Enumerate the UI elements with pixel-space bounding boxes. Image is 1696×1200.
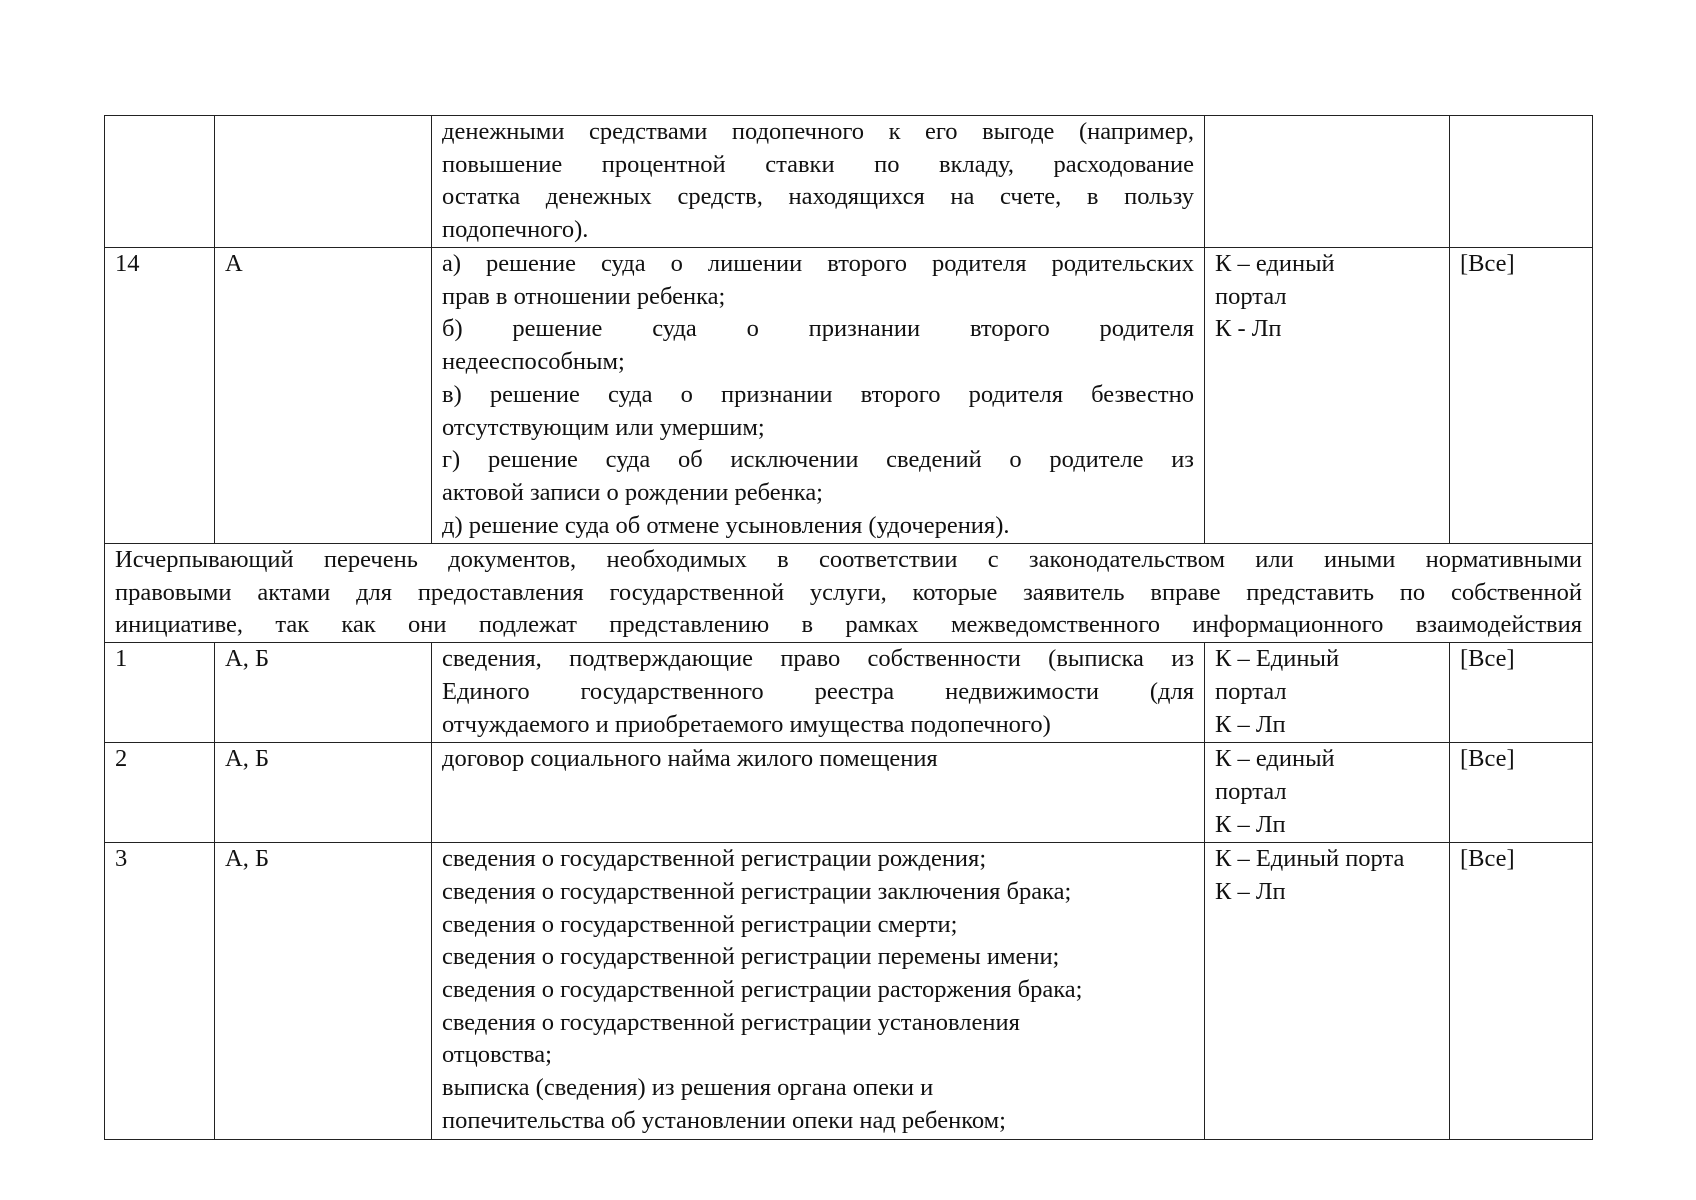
text-line: актовой записи о рождении ребенка; [442, 478, 823, 506]
cell-number: 1 [105, 643, 215, 743]
section-header [105, 544, 1593, 643]
text-line: инициативе, так как они подлежат представлению в рамках межведомственного информационного взаимодействия [115, 611, 1582, 639]
text-line: портал [1215, 677, 1287, 705]
text-line: К – Единый порта [1215, 845, 1405, 873]
cell-category: А [215, 248, 432, 544]
text-line: договор социального найма жилого помещения [442, 745, 938, 773]
text-line: отцовства; [442, 1041, 552, 1069]
table-row-14 [105, 248, 1593, 544]
text-line: Исчерпывающий перечень документов, необходимых в соответствии с законодательством или иными нормативными [115, 546, 1582, 573]
text-line: отчуждаемого и приобретаемого имущества подопечного) [442, 710, 1051, 738]
text-line: К – Лп [1215, 877, 1286, 905]
text-line: сведения о государственной регистрации заключения брака; [442, 877, 1072, 905]
cell-channels [1205, 843, 1450, 1140]
cell-documents [432, 248, 1205, 544]
text-line: К - Лп [1215, 315, 1282, 343]
table-row-1 [105, 643, 1593, 743]
cell-scope: [Все] [1450, 643, 1593, 743]
text-line: г) решение суда об исключении сведений о родителе из [442, 446, 1194, 474]
cell-channels [1205, 643, 1450, 743]
cell-number: 3 [105, 843, 215, 1140]
table-row-3 [105, 843, 1593, 1140]
text-line: недееспособным; [442, 348, 625, 376]
services-documents-table [104, 115, 1593, 1140]
cell-category: А, Б [215, 843, 432, 1140]
text-line: сведения о государственной регистрации установления [442, 1008, 1020, 1036]
text-line: отсутствующим или умершим; [442, 413, 765, 441]
text-line: К – единый [1215, 250, 1335, 277]
text-line: денежными средствами подопечного к его выгоде (например, [442, 118, 1194, 145]
cell-number [105, 116, 215, 248]
cell-category: А, Б [215, 643, 432, 743]
cell-channels [1205, 116, 1450, 248]
text-line: прав в отношении ребенка; [442, 282, 726, 310]
cell-documents [432, 116, 1205, 248]
text-line: портал [1215, 777, 1287, 805]
cell-scope: [Все] [1450, 248, 1593, 544]
text-line: в) решение суда о признании второго родителя безвестно [442, 380, 1194, 408]
table-row-continuation [105, 116, 1593, 248]
text-line: выписка (сведения) из решения органа опеки и [442, 1074, 934, 1102]
cell-channels [1205, 248, 1450, 544]
text-line: сведения о государственной регистрации расторжения брака; [442, 975, 1083, 1003]
text-line: портал [1215, 282, 1287, 310]
cell-number: 14 [105, 248, 215, 544]
text-line: К – Лп [1215, 710, 1286, 738]
text-line: правовыми актами для предоставления государственной услуги, которые заявитель вправе представить по собственной [115, 578, 1582, 606]
cell-category [215, 116, 432, 248]
table-row-2 [105, 743, 1593, 843]
text-line: подопечного). [442, 216, 589, 244]
cell-documents [432, 843, 1205, 1140]
text-line: Единого государственного реестра недвижимости (для [442, 677, 1194, 705]
cell-scope [1450, 116, 1593, 248]
text-line: остатка денежных средств, находящихся на счете, в пользу [442, 183, 1194, 211]
cell-channels [1205, 743, 1450, 843]
cell-scope: [Все] [1450, 743, 1593, 843]
text-line: б) решение суда о признании второго родителя [442, 315, 1194, 343]
text-line: попечительства об установлении опеки над ребенком; [442, 1106, 1006, 1134]
text-line: К – единый [1215, 745, 1335, 773]
text-line: К – Единый [1215, 645, 1340, 673]
section-header-row [105, 544, 1593, 643]
cell-documents [432, 743, 1205, 843]
text-line: а) решение суда о лишении второго родителя родительских [442, 250, 1194, 277]
text-line: К – Лп [1215, 810, 1286, 838]
text-line: сведения о государственной регистрации рождения; [442, 845, 987, 873]
text-line: сведения о государственной регистрации перемены имени; [442, 943, 1060, 971]
cell-number: 2 [105, 743, 215, 843]
text-line: д) решение суда об отмене усыновления (удочерения). [442, 511, 1010, 539]
cell-scope: [Все] [1450, 843, 1593, 1140]
cell-documents [432, 643, 1205, 743]
text-line: сведения, подтверждающие право собственности (выписка из [442, 645, 1194, 673]
text-line: сведения о государственной регистрации смерти; [442, 910, 958, 938]
cell-category: А, Б [215, 743, 432, 843]
text-line: повышение процентной ставки по вкладу, расходование [442, 150, 1194, 178]
